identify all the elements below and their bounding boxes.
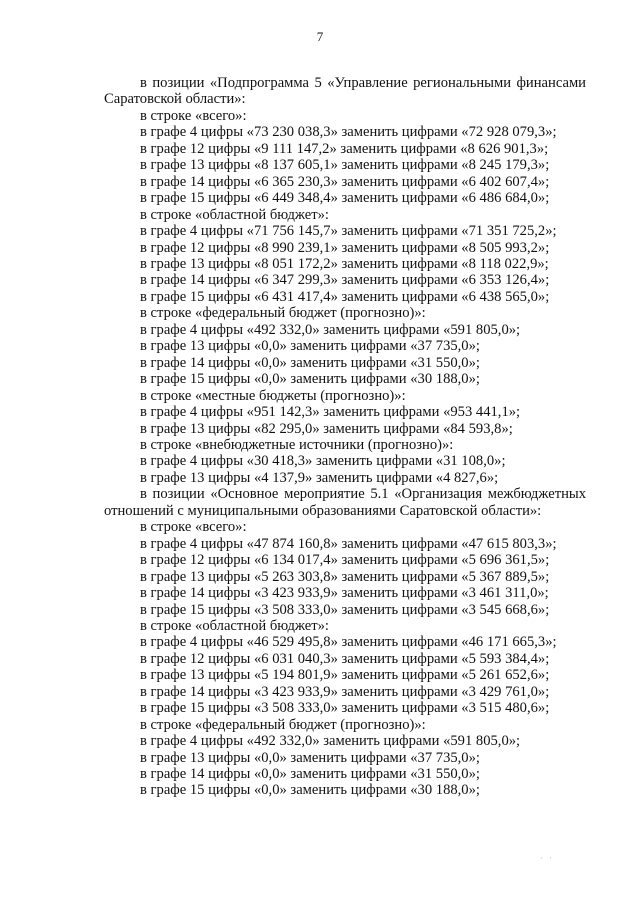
text-line: в графе 13 цифры «5 194 801,9» заменить цифрами «5 261 652,6»; (140, 667, 550, 684)
text-line: в строке «областной бюджет»: (140, 617, 329, 634)
text-line: в графе 12 цифры «6 134 017,4» заменить цифрами «5 696 361,5»; (140, 552, 550, 569)
text-line: в графе 4 цифры «46 529 495,8» заменить цифрами «46 171 665,3»; (140, 634, 557, 651)
text-line: в графе 13 цифры «8 137 605,1» заменить цифрами «8 245 179,3»; (140, 157, 550, 174)
text-line: в графе 13 цифры «4 137,9» заменить цифрами «4 827,6»; (140, 469, 499, 486)
text-line: в графе 13 цифры «5 263 303,8» заменить цифрами «5 367 889,5»; (140, 568, 550, 585)
page-number: 7 (316, 29, 324, 44)
text-line: в графе 12 цифры «6 031 040,3» заменить цифрами «5 593 384,4»; (140, 650, 550, 667)
text-line: в строке «местные бюджеты (прогнозно)»: (140, 387, 406, 404)
text-line: в строке «федеральный бюджет (прогнозно)»: (140, 716, 426, 733)
text-line: в графе 4 цифры «71 756 145,7» заменить цифрами «71 351 725,2»; (140, 223, 557, 240)
text-line: в графе 12 цифры «8 990 239,1» заменить цифрами «8 505 993,2»; (140, 239, 550, 256)
text-line: в графе 12 цифры «9 111 147,2» заменить цифрами «8 626 901,3»; (140, 140, 549, 157)
text-line: в графе 14 цифры «3 423 933,9» заменить цифрами «3 461 311,0»; (140, 585, 549, 602)
text-line: отношений с муниципальными образованиями Саратовской области»: (104, 502, 542, 519)
text-line: в строке «всего»: (140, 107, 247, 124)
text-line: в графе 15 цифры «3 508 333,0» заменить цифрами «3 515 480,6»; (140, 700, 550, 717)
text-line: в графе 15 цифры «6 431 417,4» заменить цифрами «6 438 565,0»; (140, 288, 550, 305)
text-line: в графе 4 цифры «73 230 038,3» заменить цифрами «72 928 079,3»; (140, 124, 557, 141)
text-line: Саратовской области»: (104, 91, 246, 108)
text-line: в графе 14 цифры «0,0» заменить цифрами «31 550,0»; (140, 354, 480, 371)
text-line: в графе 4 цифры «492 332,0» заменить цифрами «591 805,0»; (140, 321, 521, 338)
text-line: в графе 15 цифры «6 449 348,4» заменить цифрами «6 486 684,0»; (140, 190, 550, 207)
scan-artifact: · · (539, 853, 554, 863)
text-line: в графе 15 цифры «0,0» заменить цифрами «30 188,0»; (140, 371, 480, 388)
text-line: в графе 14 цифры «6 365 230,3» заменить цифрами «6 402 607,4»; (140, 173, 550, 190)
text-line: в графе 4 цифры «47 874 160,8» заменить цифрами «47 615 803,3»; (140, 535, 557, 552)
text-line: в графе 13 цифры «8 051 172,2» заменить цифрами «8 118 022,9»; (140, 255, 549, 272)
text-line: в графе 4 цифры «951 142,3» заменить цифрами «953 441,1»; (140, 404, 521, 421)
text-line: в графе 15 цифры «3 508 333,0» заменить цифрами «3 545 668,6»; (140, 601, 550, 618)
text-line: в графе 14 цифры «0,0» заменить цифрами «31 550,0»; (140, 766, 480, 783)
text-line: в позиции «Подпрограмма 5 «Управление региональными финансами (140, 75, 586, 91)
document-body (104, 75, 586, 799)
text-line: в позиции «Основное мероприятие 5.1 «Организация межбюджетных (140, 486, 586, 503)
text-line: в строке «областной бюджет»: (140, 206, 329, 223)
text-line: в графе 4 цифры «492 332,0» заменить цифрами «591 805,0»; (140, 733, 521, 750)
text-line: в строке «всего»: (140, 519, 247, 536)
text-line: в графе 13 цифры «0,0» заменить цифрами «37 735,0»; (140, 338, 480, 355)
text-line: в графе 13 цифры «0,0» заменить цифрами «37 735,0»; (140, 749, 480, 766)
text-line: в графе 14 цифры «3 423 933,9» заменить цифрами «3 429 761,0»; (140, 683, 550, 700)
text-line: в графе 14 цифры «6 347 299,3» заменить цифрами «6 353 126,4»; (140, 272, 550, 289)
text-line: в строке «внебюджетные источники (прогнозно)»: (140, 436, 454, 453)
text-line: в графе 13 цифры «82 295,0» заменить цифрами «84 593,8»; (140, 420, 513, 437)
text-line: в графе 15 цифры «0,0» заменить цифрами «30 188,0»; (140, 782, 480, 799)
text-line: в строке «федеральный бюджет (прогнозно)»: (140, 305, 426, 322)
text-line: в графе 4 цифры «30 418,3» заменить цифрами «31 108,0»; (140, 453, 506, 470)
